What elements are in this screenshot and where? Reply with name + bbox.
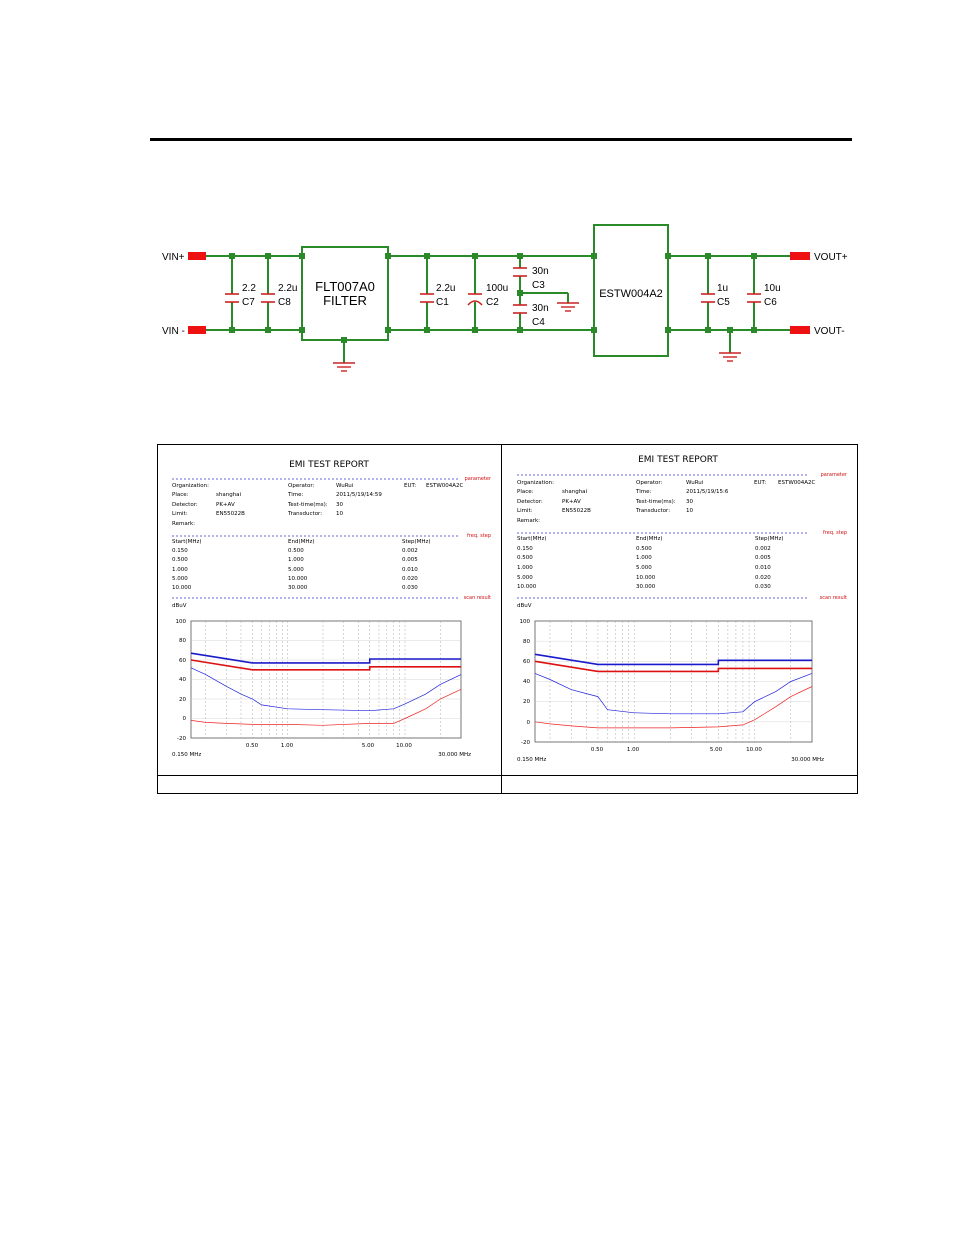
section-freq: freq. step <box>467 533 491 539</box>
freq-cell: 0.010 <box>755 565 771 571</box>
field-label: Test-time(ms): <box>288 502 328 508</box>
cap-ref: C7 <box>242 297 255 308</box>
section-scan: scan result <box>463 595 491 601</box>
freq-cell: 5.000 <box>288 567 304 573</box>
y-tick-label: -20 <box>177 736 186 742</box>
field-value: 30 <box>686 499 693 505</box>
field-label: Place: <box>517 489 534 495</box>
freq-cell: 0.500 <box>172 557 188 563</box>
freq-header: Start(MHz) <box>517 536 547 542</box>
field-label: Test-time(ms): <box>636 499 676 505</box>
emi-report-grid <box>157 444 858 794</box>
section-parameter: parameter <box>820 472 847 478</box>
field-label: Remark: <box>517 518 540 524</box>
freq-header: Step(MHz) <box>402 539 431 545</box>
freq-header: End(MHz) <box>288 539 315 545</box>
freq-cell: 0.030 <box>755 584 771 590</box>
y-tick-label: 80 <box>179 638 186 644</box>
field-label: Remark: <box>172 521 195 527</box>
freq-cell: 0.500 <box>636 546 652 552</box>
x-tick-label: 1.00 <box>280 743 294 749</box>
field-label: Operator: <box>636 480 663 486</box>
y-tick-label: 40 <box>179 677 186 683</box>
field-value: shanghai <box>562 489 588 495</box>
freq-cell: 30.000 <box>288 585 308 591</box>
field-label: EUT: <box>754 480 767 486</box>
x-tick-label: 5.00 <box>709 747 723 753</box>
field-label: Time: <box>288 492 304 498</box>
x-tick-label: 5.00 <box>361 743 375 749</box>
freq-cell: 0.002 <box>402 548 418 554</box>
freq-cell: 1.000 <box>172 567 188 573</box>
y-tick-label: -20 <box>521 740 530 746</box>
y-tick-label: 60 <box>179 658 186 664</box>
field-label: Detector: <box>172 502 198 508</box>
chart-ylabel: dBuV <box>172 603 187 609</box>
top-rule <box>150 138 852 141</box>
field-label: Transductor: <box>636 508 671 514</box>
freq-cell: 5.000 <box>636 565 652 571</box>
freq-header: Start(MHz) <box>172 539 202 545</box>
x-tick-label: 0.50 <box>590 747 604 753</box>
freq-cell: 30.000 <box>636 584 656 590</box>
filter-name: FLT007A0 <box>315 279 375 294</box>
x-tick-label: 10.00 <box>396 743 412 749</box>
cap-ref: C2 <box>486 297 499 308</box>
field-value: 10 <box>336 511 343 517</box>
freq-cell: 0.002 <box>755 546 771 552</box>
x-tick-label: 1.00 <box>626 747 640 753</box>
cap-ref: C1 <box>436 297 449 308</box>
freq-cell: 0.005 <box>755 555 771 561</box>
freq-cell: 10.000 <box>288 576 308 582</box>
chart-ylabel: dBuV <box>517 603 532 609</box>
freq-cell: 1.000 <box>636 555 652 561</box>
x-start-label: 0.150 MHz <box>172 752 202 758</box>
cap-value: 2.2 <box>242 283 256 294</box>
field-value: EN55022B <box>562 508 591 514</box>
emi-report-svg <box>158 445 501 775</box>
freq-cell: 0.020 <box>402 576 418 582</box>
freq-cell: 0.030 <box>402 585 418 591</box>
vout-minus-label: VOUT- <box>814 326 845 337</box>
vout-plus-label: VOUT+ <box>814 252 848 263</box>
field-value: 10 <box>686 508 693 514</box>
field-label: Place: <box>172 492 189 498</box>
vin-minus-label: VIN - <box>162 326 185 337</box>
report-title: EMI TEST REPORT <box>638 455 718 465</box>
field-label: Operator: <box>288 483 315 489</box>
report-title: EMI TEST REPORT <box>289 460 369 470</box>
filter-label: FILTER <box>323 293 367 308</box>
field-value: 30 <box>336 502 343 508</box>
x-end-label: 30.000 MHz <box>791 757 824 763</box>
field-value: 2011/5/19/14:59 <box>336 492 382 498</box>
cap-ref: C4 <box>532 317 545 328</box>
freq-cell: 10.000 <box>172 585 192 591</box>
freq-header: End(MHz) <box>636 536 663 542</box>
y-tick-label: 0 <box>526 720 530 726</box>
cap-value: 1u <box>717 283 729 294</box>
section-scan: scan result <box>819 595 847 601</box>
freq-cell: 0.010 <box>402 567 418 573</box>
y-tick-label: 0 <box>182 716 186 722</box>
field-value: WuRui <box>686 480 704 486</box>
freq-cell: 0.500 <box>288 548 304 554</box>
cap-ref: C6 <box>764 297 777 308</box>
cap-ref: C5 <box>717 297 730 308</box>
field-value: EN55022B <box>216 511 245 517</box>
x-tick-label: 10.00 <box>746 747 762 753</box>
freq-cell: 0.150 <box>517 546 533 552</box>
vin-plus-label: VIN+ <box>162 252 185 263</box>
y-tick-label: 20 <box>523 699 530 705</box>
freq-cell: 0.500 <box>517 555 533 561</box>
module-name: ESTW004A2 <box>599 288 663 300</box>
y-tick-label: 80 <box>523 639 530 645</box>
freq-cell: 1.000 <box>288 557 304 563</box>
cap-value: 30n <box>532 303 549 314</box>
field-label: Limit: <box>517 508 533 514</box>
emi-report-svg <box>502 445 859 775</box>
field-label: Detector: <box>517 499 543 505</box>
field-label: EUT: <box>404 483 417 489</box>
freq-header: Step(MHz) <box>755 536 784 542</box>
x-end-label: 30.000 MHz <box>438 752 471 758</box>
x-start-label: 0.150 MHz <box>517 757 547 763</box>
field-value: PK+AV <box>216 502 235 508</box>
field-label: Organization: <box>517 480 555 486</box>
emi-report-left <box>158 445 501 775</box>
field-value: WuRui <box>336 483 354 489</box>
y-tick-label: 100 <box>519 619 530 625</box>
field-value: 2011/5/19/15:6 <box>686 489 729 495</box>
emi-report-right <box>502 445 845 775</box>
cap-value: 2.2u <box>278 283 298 294</box>
cap-value: 100u <box>486 283 509 294</box>
y-tick-label: 40 <box>523 679 530 685</box>
field-label: Time: <box>636 489 652 495</box>
field-value: ESTW004A2C <box>778 480 816 486</box>
cap-value: 2.2u <box>436 283 456 294</box>
freq-cell: 10.000 <box>636 575 656 581</box>
x-tick-label: 0.50 <box>245 743 259 749</box>
cap-value: 10u <box>764 283 781 294</box>
cap-ref: C3 <box>532 280 545 291</box>
freq-cell: 5.000 <box>172 576 188 582</box>
section-parameter: parameter <box>464 476 491 482</box>
field-label: Transductor: <box>288 511 323 517</box>
freq-cell: 5.000 <box>517 575 533 581</box>
cap-ref: C8 <box>278 297 291 308</box>
y-tick-label: 20 <box>179 697 186 703</box>
section-freq: freq. step <box>823 530 847 536</box>
table-footer-line <box>158 775 857 776</box>
freq-cell: 0.005 <box>402 557 418 563</box>
cap-value: 30n <box>532 266 549 277</box>
field-label: Limit: <box>172 511 188 517</box>
field-value: shanghai <box>216 492 242 498</box>
field-label: Organization: <box>172 483 210 489</box>
filter-schematic <box>150 215 870 380</box>
freq-cell: 0.020 <box>755 575 771 581</box>
freq-cell: 1.000 <box>517 565 533 571</box>
field-value: ESTW004A2C <box>426 483 464 489</box>
field-value: PK+AV <box>562 499 581 505</box>
y-tick-label: 60 <box>523 659 530 665</box>
y-tick-label: 100 <box>175 619 186 625</box>
freq-cell: 10.000 <box>517 584 537 590</box>
freq-cell: 0.150 <box>172 548 188 554</box>
